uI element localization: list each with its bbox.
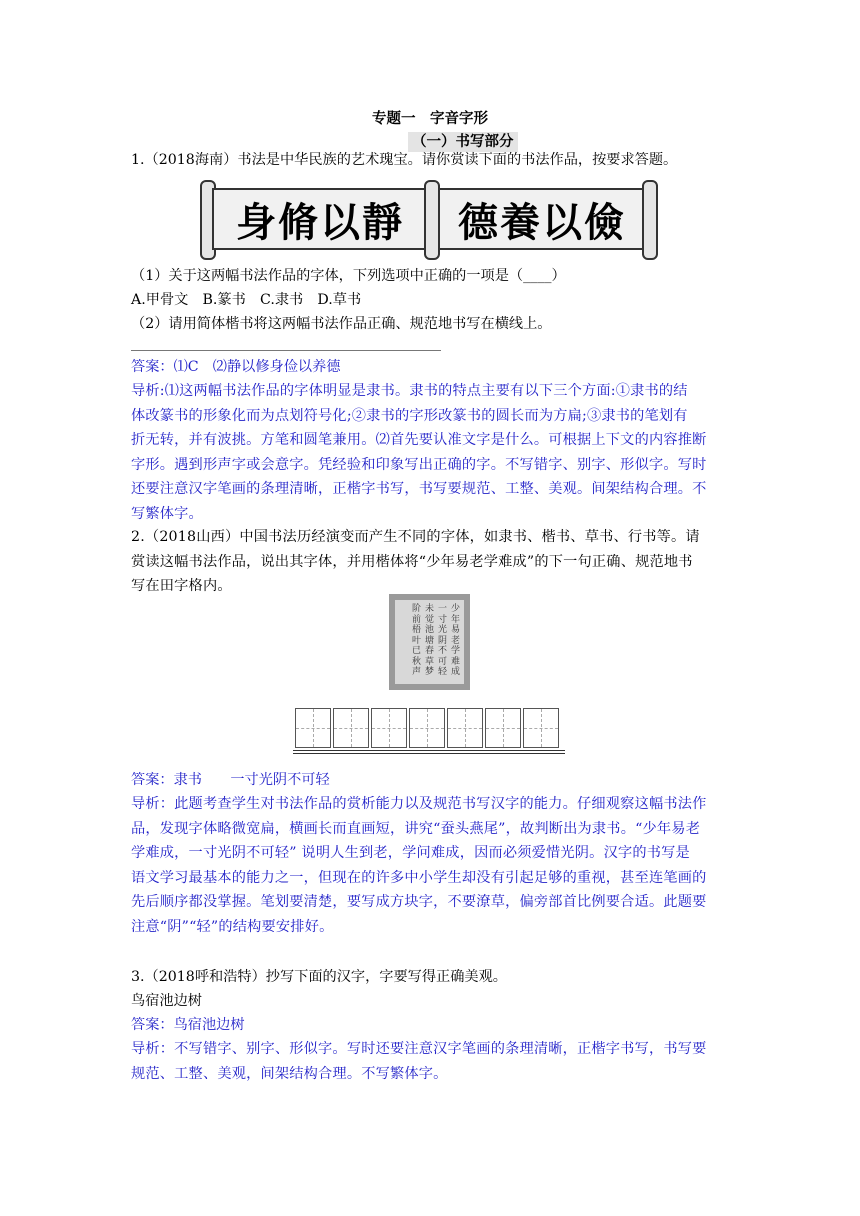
stem-line: 写在田字格内。 — [131, 578, 232, 594]
guide-line: 先后顺序都没掌握。笔划要清楚，要写成方块字，不要潦草，偏旁部首比例要合适。此题要 — [131, 894, 707, 910]
q1-sub1: （1）关于这两幅书法作品的字体，下列选项中正确的一项是（____） — [131, 268, 566, 284]
guide-line: 体改篆书的形象化而为点划符号化;②隶书的字形改篆书的圆长而为方扁;③隶书的笔划有 — [131, 407, 688, 424]
answer-blank-line — [131, 350, 441, 351]
q2-stem — [131, 525, 737, 599]
grid-baseline — [293, 753, 565, 754]
guide-line: 品，发现字体略微宽扁，横画长而直画短，讲究“蚕头燕尾”，故判断出为隶书。“少年易老 — [131, 820, 701, 837]
q3-text: 鸟宿池边树 — [131, 993, 202, 1009]
guide-line: 语文学习最基本的能力之一，但现在的许多中小学生却没有引起足够的重视，甚至连笔画的 — [131, 869, 707, 886]
calligraphy-column: 阶前梧叶已秋声 — [412, 604, 422, 677]
guide-line: 字形。遇到形声字或会意字。凭经验和印象写出正确的字。不写错字、别字、形似字。写时 — [131, 456, 707, 473]
grid-cell[interactable] — [409, 708, 445, 748]
q3-answer: 答案：鸟宿池边树 — [131, 1017, 245, 1033]
calligraphy-right: 德養以儉 — [438, 188, 646, 250]
scroll-roll-right — [642, 180, 658, 260]
guide-line: 还要注意汉字笔画的条理清晰，正楷字书写，书写要规范、工整、美观。间架结构合理。不 — [131, 481, 707, 497]
calligraphy-column: 未觉池塘春草梦 — [425, 604, 435, 677]
q1-options: A.甲骨文 B.篆书 C.隶书 D.草书 — [131, 292, 362, 308]
section-heading: （一）书写部分 — [408, 132, 518, 152]
stem-line: 赏读这幅书法作品，说出其字体，并用楷体将“少年易老学难成”的下一句正确、规范地书 — [131, 553, 693, 570]
guide-line: 写繁体字。 — [131, 505, 203, 522]
stem-line: 2.（2018山西）中国书法历经演变而产生不同的字体，如隶书、楷书、草书、行书等。请 — [131, 529, 700, 545]
grid-cell[interactable] — [333, 708, 369, 748]
grid-cell[interactable] — [447, 708, 483, 748]
grid-cell[interactable] — [295, 708, 331, 748]
calligraphy-column: 少年易老学难成 — [451, 604, 461, 677]
q3-stem: 3.（2018呼和浩特）抄写下面的汉字，字要写得正确美观。 — [131, 969, 507, 985]
grid-cell[interactable] — [485, 708, 521, 748]
guide-line: 导析：此题考查学生对书法作品的赏析能力以及规范书写汉字的能力。仔细观察这幅书法作 — [131, 796, 707, 812]
grid-cell[interactable] — [371, 708, 407, 748]
guide-line: 折无转，并有波挑。方笔和圆笔兼用。⑵首先要认准文字是什么。可根据上下文的内容推断 — [131, 432, 707, 448]
calligraphy-scroll — [200, 178, 656, 260]
grid-cell[interactable] — [523, 708, 559, 748]
q3-guide — [131, 1037, 737, 1086]
guide-line: 注意“阴”“轻”的结构要安排好。 — [131, 918, 334, 935]
guide-line: 导析：不写错字、别字、形似字。写时还要注意汉字笔画的条理清晰，正楷字书写，书写要 — [131, 1041, 707, 1057]
calligraphy-column: 一寸光阴不可轻 — [438, 604, 448, 677]
page-title: 专题一 字音字形 — [372, 110, 488, 127]
guide-line: 导析:⑴这两幅书法作品的字体明显是隶书。隶书的特点主要有以下三个方面:①隶书的结 — [131, 383, 688, 399]
q2-guide — [131, 792, 737, 939]
calligraphy-left: 身脩以靜 — [212, 188, 428, 250]
guide-line: 规范、工整、美观，间架结构合理。不写繁体字。 — [131, 1065, 448, 1082]
grid-baseline — [293, 750, 565, 751]
guide-line: 学难成，一寸光阴不可轻” 说明人生到老，学问难成，因而必须爱惜光阴。汉字的书写是 — [131, 845, 690, 861]
q1-guide — [131, 379, 737, 526]
tianzi-grid — [293, 708, 565, 754]
calligraphy-photo — [389, 594, 470, 690]
q2-answer: 答案：隶书 一寸光阴不可轻 — [131, 772, 330, 788]
q1-sub2: （2）请用简体楷书将这两幅书法作品正确、规范地书写在横线上。 — [131, 316, 552, 332]
q1-stem: 1.（2018海南）书法是中华民族的艺术瑰宝。请你赏读下面的书法作品，按要求答题。 — [131, 152, 678, 168]
q1-answer: 答案：⑴C ⑵静以修身俭以养德 — [131, 359, 341, 375]
calligraphy-paper — [395, 600, 464, 684]
